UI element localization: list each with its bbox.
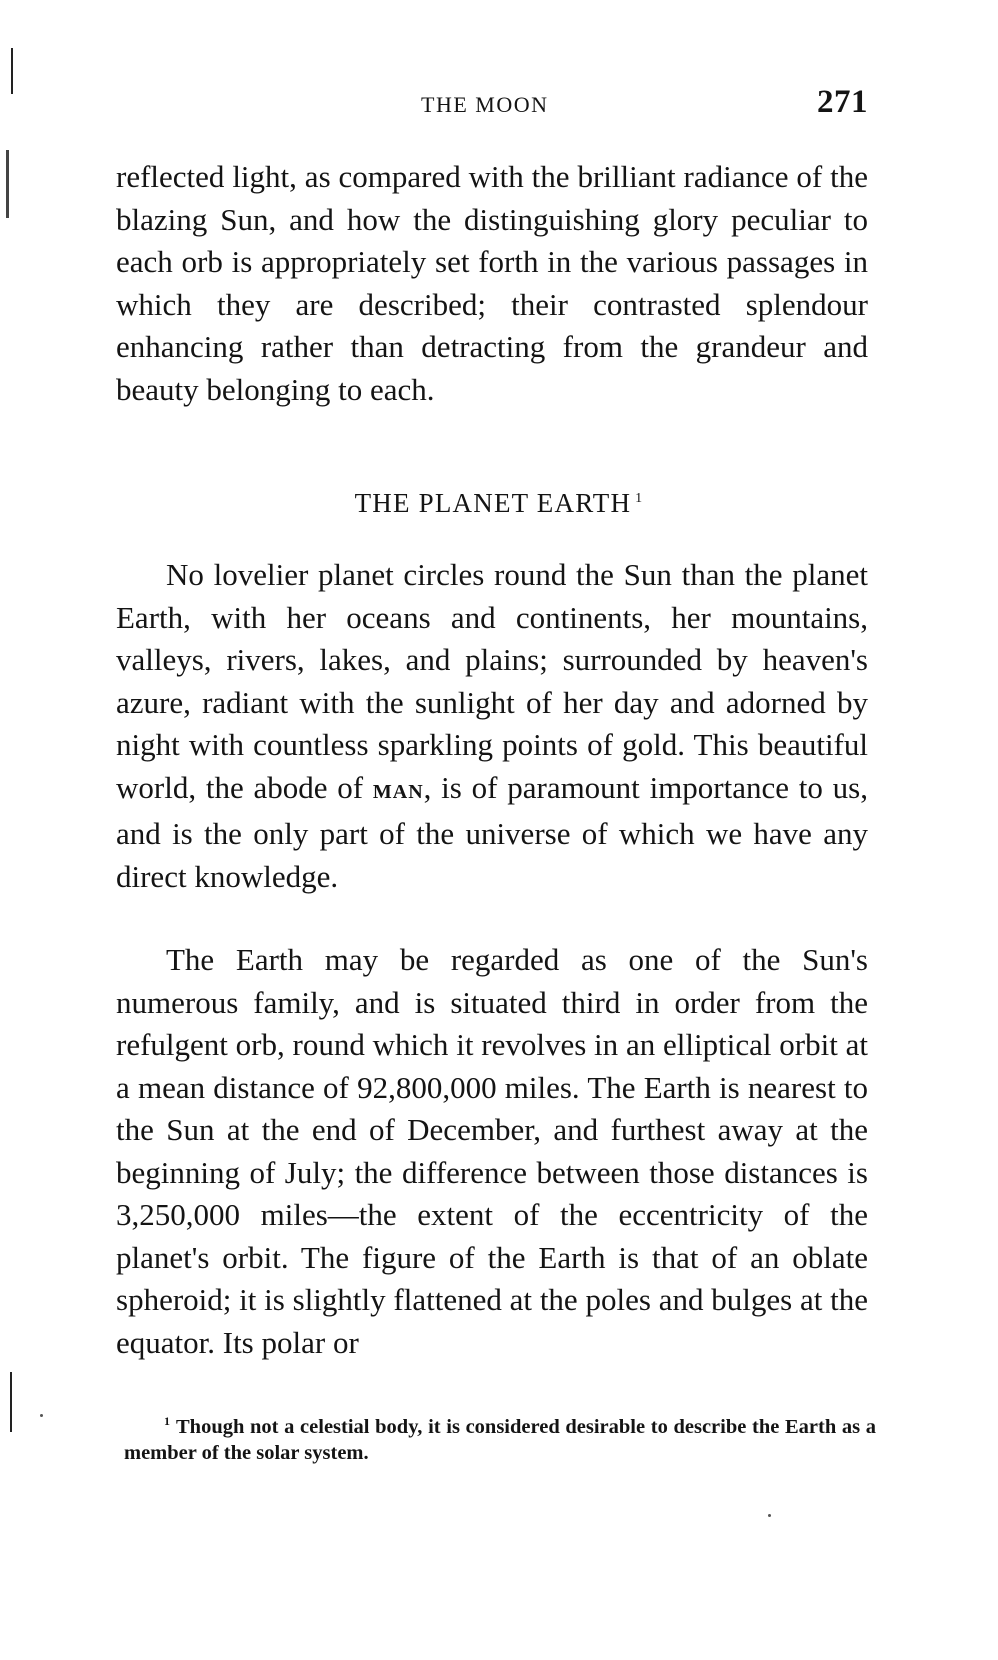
footnote — [124, 1408, 876, 1466]
footnote-marker: 1 — [164, 1414, 170, 1428]
page-number: 271 — [817, 84, 868, 120]
small-caps-word: MAN — [372, 780, 424, 803]
section-heading — [0, 488, 998, 519]
scan-artifact-dot — [40, 1414, 43, 1417]
section-heading-text: THE PLANET EARTH — [354, 488, 632, 518]
scan-artifact-line — [11, 48, 13, 94]
paragraph-text: No lovelier planet circles round the Sun than the planet Earth, with her oceans and continents, her mountains, valleys, rivers, lakes, and plains; surrounded by heaven's azure, radiant with the sunlight of her day and adorned by night with countless sparkling points of gold. This beautiful world, the abode of — [116, 557, 868, 805]
scan-artifact-line — [6, 150, 9, 218]
paragraph: The Earth may be regarded as one of the Sun's numerous family, and is situated third in order from the refulgent orb, round which it revolves in an elliptical orbit at a mean distance of 92,800,000 miles. The Earth is nearest to the Sun at the end of December, and furthest away at the beginning of July; the difference between those distances is 3,250,000 miles—the extent of the eccentricity of the planet's orbit. The figure of the Earth is that of an oblate spheroid; it is slightly flattened at the poles and bulges at the equator. Its polar or — [116, 942, 868, 1360]
continuation-paragraph: reflected light, as compared with the brilliant radiance of the blazing Sun, and how the distinguishing glory peculiar to each orb is appropriately set forth in the various passages in which they are described; their contrasted splendour enhancing rather than detracting from the grandeur and beauty belonging to each. — [116, 159, 868, 407]
running-title: THE MOON — [421, 92, 549, 117]
scan-artifact-line — [10, 1372, 12, 1432]
footnote-reference: 1 — [635, 491, 644, 506]
footnote-text: Though not a celestial body, it is considered desirable to describe the Earth as a member of the solar system. — [124, 1415, 876, 1464]
scan-artifact-dot — [768, 1514, 771, 1517]
paragraph-text: , is of paramount importance to us, and is the only part of the universe of which we have any direct knowledge. — [116, 769, 868, 894]
paragraph — [116, 554, 868, 898]
